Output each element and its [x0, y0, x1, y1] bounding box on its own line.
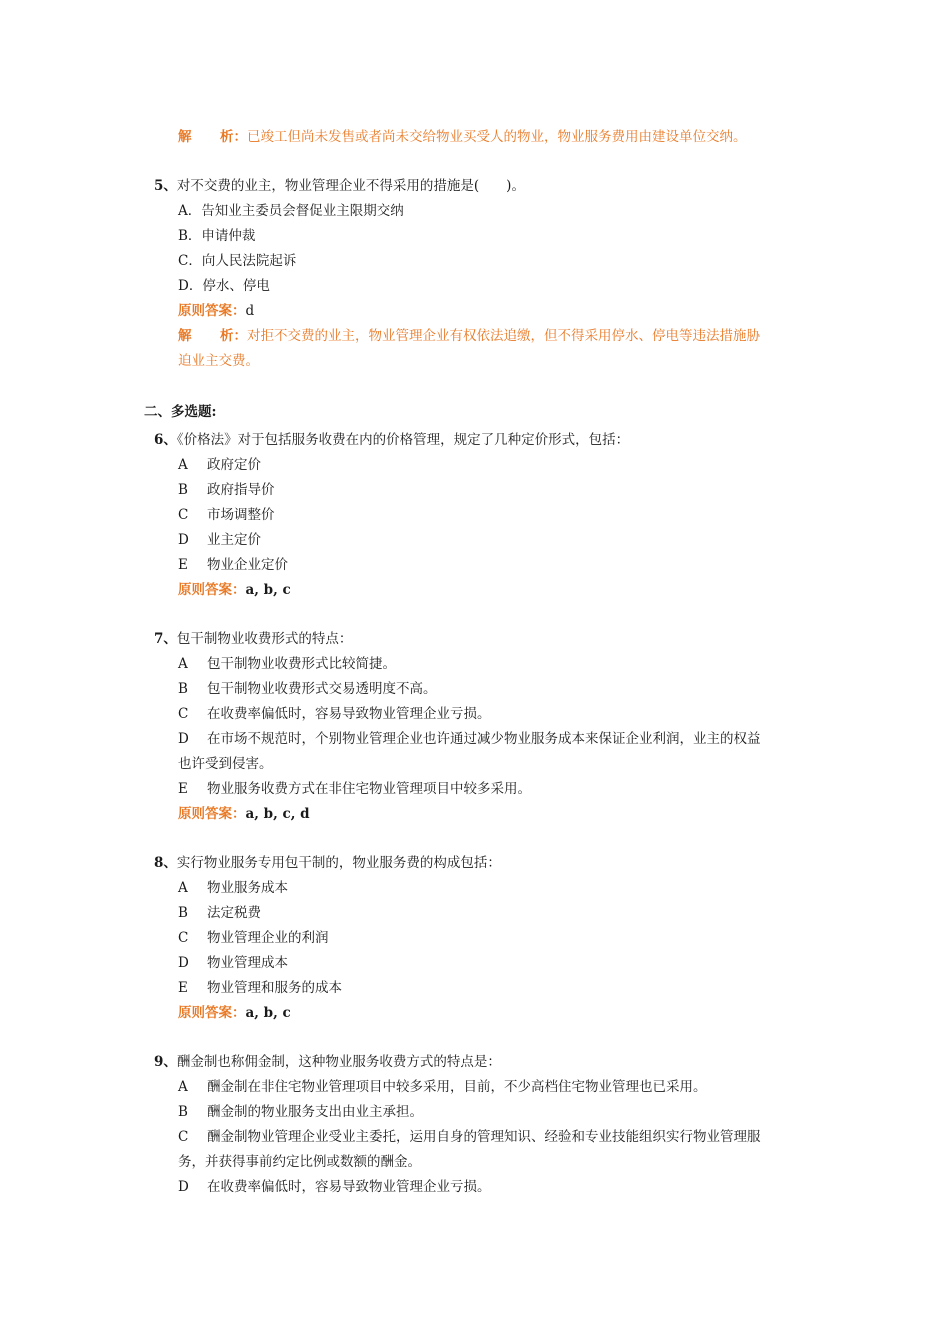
option-letter: C — [178, 507, 189, 523]
question-text: 实行物业服务专用包干制的，物业服务费的构成包括： — [176, 855, 501, 871]
option-letter: A — [178, 1079, 188, 1095]
answer-value: a, b, c, d — [245, 806, 310, 822]
q5-option-c: C．向人民法院起诉 — [178, 253, 297, 269]
q9-option-a — [178, 1077, 707, 1097]
option-letter: D — [178, 532, 189, 548]
q5-option-a: A．告知业主委员会督促业主限期交纳 — [178, 203, 404, 219]
option-text: 物业服务成本 — [207, 880, 288, 896]
option-letter: C — [178, 930, 189, 946]
option-letter: D — [178, 731, 189, 747]
option-letter: B — [178, 681, 188, 697]
option-text: 法定税费 — [207, 905, 261, 921]
answer-label: 原则答案： — [178, 806, 246, 822]
option-text: 物业管理成本 — [207, 955, 288, 971]
option-text: 业主定价 — [207, 532, 261, 548]
q8-option-a — [178, 878, 288, 898]
q6-option-e — [178, 555, 288, 575]
option-text: 物业服务收费方式在非住宅物业管理项目中较多采用。 — [207, 781, 531, 797]
question-text: 《价格法》对于包括服务收费在内的价格管理，规定了几种定价形式，包括： — [176, 432, 630, 448]
option-letter: A — [178, 656, 188, 672]
answer-label: 原则答案： — [178, 582, 246, 598]
option-text: 政府定价 — [207, 457, 261, 473]
question-number: 8、 — [154, 855, 177, 871]
question-number: 9、 — [154, 1054, 177, 1070]
q7-answer — [178, 804, 310, 824]
q5-option-d: D．停水、停电 — [178, 278, 270, 294]
q6-option-d — [178, 530, 261, 550]
q7-option-d — [178, 729, 761, 749]
q9-option-d — [178, 1177, 491, 1197]
option-text: 物业企业定价 — [207, 557, 288, 573]
analysis-text: 已竣工但尚未发售或者尚未交给物业买受人的物业，物业服务费用由建设单位交纳。 — [247, 129, 747, 145]
q5-option-b: B．申请仲裁 — [178, 228, 256, 244]
analysis-label-a: 解 — [178, 328, 192, 344]
q8-option-d — [178, 953, 288, 973]
option-letter: E — [178, 980, 188, 996]
option-text: 在市场不规范时，个别物业管理企业也许通过减少物业服务成本来保证企业利润，业主的权益 — [207, 731, 761, 747]
option-letter: B — [178, 1104, 188, 1120]
q6-option-a — [178, 455, 261, 475]
answer-value: a, b, c — [245, 1005, 291, 1021]
q7-option-a — [178, 654, 396, 674]
option-letter: E — [178, 557, 188, 573]
option-letter: C — [178, 706, 189, 722]
q5-analysis-line1 — [178, 326, 760, 346]
option-letter: B — [178, 482, 188, 498]
option-text: 物业管理企业的利润 — [207, 930, 329, 946]
q6-option-c — [178, 505, 275, 525]
answer-label: 原则答案： — [178, 1005, 246, 1021]
q6-answer — [178, 580, 291, 600]
question-5-stem — [154, 176, 525, 196]
answer-label: 原则答案： — [178, 303, 246, 319]
option-text: 物业管理和服务的成本 — [207, 980, 342, 996]
q8-option-e — [178, 978, 342, 998]
option-letter: A — [178, 880, 188, 896]
q5-analysis-line2: 迫业主交费。 — [178, 353, 259, 369]
option-letter: B — [178, 905, 188, 921]
answer-value: d — [245, 303, 255, 319]
option-letter: E — [178, 781, 188, 797]
question-number: 6、 — [154, 432, 177, 448]
analysis-label-b: 析： — [220, 328, 247, 344]
option-text: 包干制物业收费形式比较简捷。 — [207, 656, 396, 672]
question-6-stem — [154, 430, 629, 450]
option-text: 酬金制在非住宅物业管理项目中较多采用，目前，不少高档住宅物业管理也已采用。 — [207, 1079, 707, 1095]
option-text: 市场调整价 — [207, 507, 275, 523]
question-text: 酬金制也称佣金制，这种物业服务收费方式的特点是： — [176, 1054, 501, 1070]
option-text: 酬金制物业管理企业受业主委托，运用自身的管理知识、经验和专业技能组织实行物业管理服 — [207, 1129, 761, 1145]
option-text: 政府指导价 — [207, 482, 275, 498]
analysis-line — [178, 127, 747, 147]
q8-option-c — [178, 928, 329, 948]
question-number: 7、 — [154, 631, 177, 647]
option-text: 包干制物业收费形式交易透明度不高。 — [207, 681, 437, 697]
question-8-stem — [154, 853, 501, 873]
q9-option-c — [178, 1127, 761, 1147]
q7-option-c — [178, 704, 491, 724]
q8-answer — [178, 1003, 291, 1023]
option-text: 在收费率偏低时，容易导致物业管理企业亏损。 — [207, 1179, 491, 1195]
option-letter: A — [178, 457, 188, 473]
option-text: 在收费率偏低时，容易导致物业管理企业亏损。 — [207, 706, 491, 722]
analysis-text: 对拒不交费的业主，物业管理企业有权依法追缴，但不得采用停水、停电等违法措施胁 — [247, 328, 760, 344]
option-letter: D — [178, 955, 189, 971]
analysis-label-b: 析： — [220, 129, 247, 145]
option-text: 酬金制的物业服务支出由业主承担。 — [207, 1104, 423, 1120]
question-number: 5、 — [154, 178, 177, 194]
question-9-stem — [154, 1052, 501, 1072]
q9-option-b — [178, 1102, 423, 1122]
question-7-stem — [154, 629, 352, 649]
q6-option-b — [178, 480, 275, 500]
q5-answer — [178, 301, 254, 321]
question-text: 对不交费的业主，物业管理企业不得采用的措施是( )。 — [176, 178, 525, 194]
option-letter: C — [178, 1129, 189, 1145]
analysis-label-a: 解 — [178, 129, 192, 145]
q7-option-d-continued: 也许受到侵害。 — [178, 756, 273, 772]
q7-option-e — [178, 779, 531, 799]
section-title: 二、多选题: — [144, 404, 217, 420]
q9-option-c-continued: 务，并获得事前约定比例或数额的酬金。 — [178, 1154, 421, 1170]
q7-option-b — [178, 679, 437, 699]
q8-option-b — [178, 903, 261, 923]
option-letter: D — [178, 1179, 189, 1195]
question-text: 包干制物业收费形式的特点： — [176, 631, 353, 647]
answer-value: a, b, c — [245, 582, 291, 598]
